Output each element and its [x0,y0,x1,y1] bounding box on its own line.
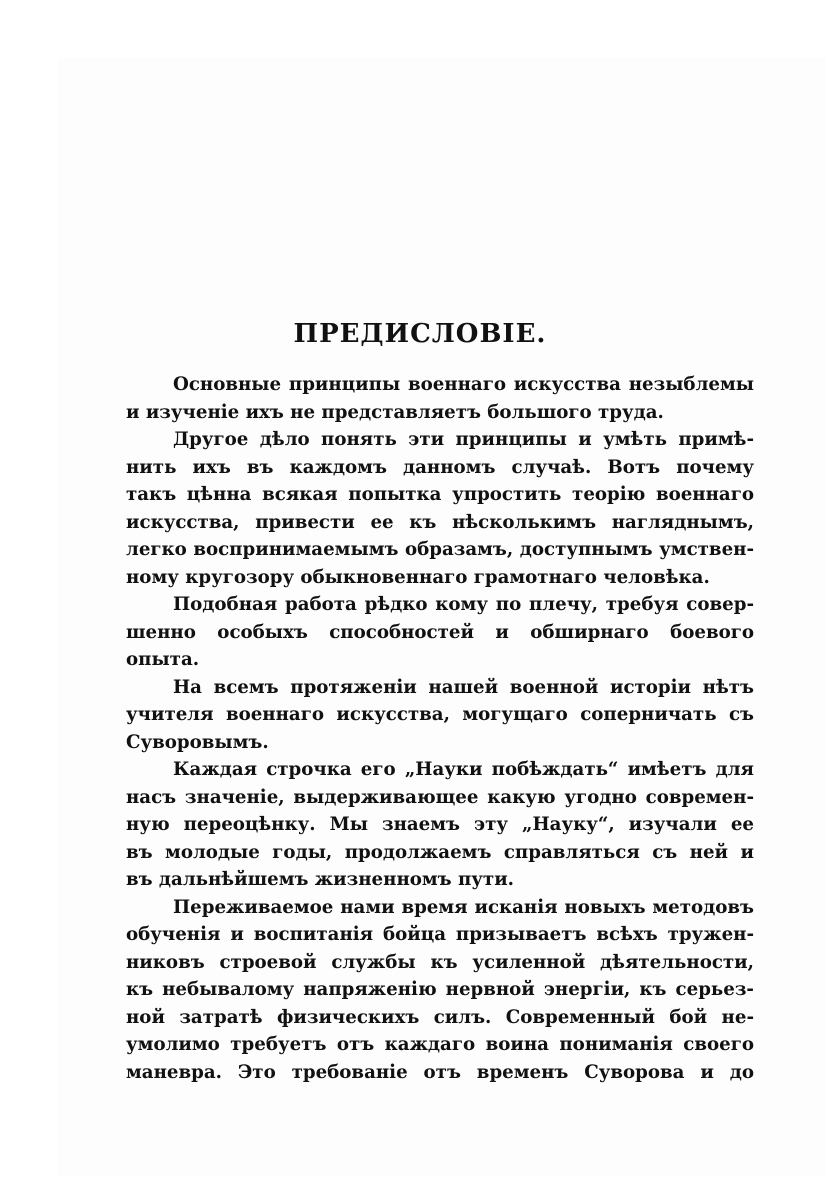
text-line: нить ихъ въ каждомъ данномъ случаѣ. Вотъ почему [126,456,754,478]
text-line: шенно особыхъ способностей и обширнаго боевого [126,621,754,643]
text-line: Подобная работа рѣдко кому по плечу, требуя совер- [173,594,754,615]
paragraph-6 [126,894,754,1087]
text-line: ной затратѣ физическихъ силъ. Современный бой не- [126,1006,754,1028]
text-line: учителя военнаго искусства, могущаго соперничать съ [126,704,754,725]
text-line: легко воспринимаемымъ образамъ, доступнымъ умствен- [126,539,754,560]
text-line: ному кругозору обыкновеннаго грамотнаго человѣка. [126,566,710,588]
paragraph-3 [126,591,754,674]
text-line: Переживаемое нами время исканiя новыхъ методовъ [173,896,754,918]
text-line: На всемъ протяженiи нашей военной исторiи нѣтъ [173,676,754,698]
text-line: маневра. Это требованiе отъ временъ Суворова и до [126,1061,754,1083]
page-title: ПРЕДИСЛОВIЕ. [293,319,547,349]
text-line: такъ цѣнна всякая попытка упростить теорiю военнаго [126,484,754,505]
paragraph-5 [126,756,754,894]
text-line: опыта. [126,649,200,670]
text-line: Суворовымъ. [126,731,269,753]
text-line: искусства, привести ее къ нѣсколькимъ нагляднымъ, [126,511,754,533]
text-line: насъ значенiе, выдерживающее какую угодно современ- [126,786,754,808]
text-line: къ небывалому напряженiю нервной энергiи, къ серьез- [126,979,754,1000]
text-line: въ дальнѣйшемъ жизненномъ пути. [126,869,515,890]
paragraph-1 [126,371,754,426]
preface-body [126,371,754,1086]
text-line: Основные принципы военнаго искусства незыблемы [173,374,754,395]
text-line: умолимо требуетъ отъ каждаго воина пониманiя своего [126,1034,754,1055]
text-line: и изученiе ихъ не представляетъ большого труда. [126,401,664,423]
text-line: никовъ строевой службы къ усиленной дѣятельности, [126,951,754,973]
text-line: обученiя и воспитанiя бойца призываетъ всѣхъ тружен- [126,924,754,945]
paragraph-4 [126,674,754,757]
paragraph-2 [126,426,754,591]
text-line: Другое дѣло понять эти принципы и умѣть примѣ- [173,429,754,450]
text-line: ную переоцѣнку. Мы знаемъ эту „Науку“, изучали ее [126,814,754,835]
text-line: Каждая строчка его „Науки побѣждать“ имѣетъ для [173,759,754,780]
text-line: въ молодые годы, продолжаемъ справляться съ ней и [126,841,754,863]
